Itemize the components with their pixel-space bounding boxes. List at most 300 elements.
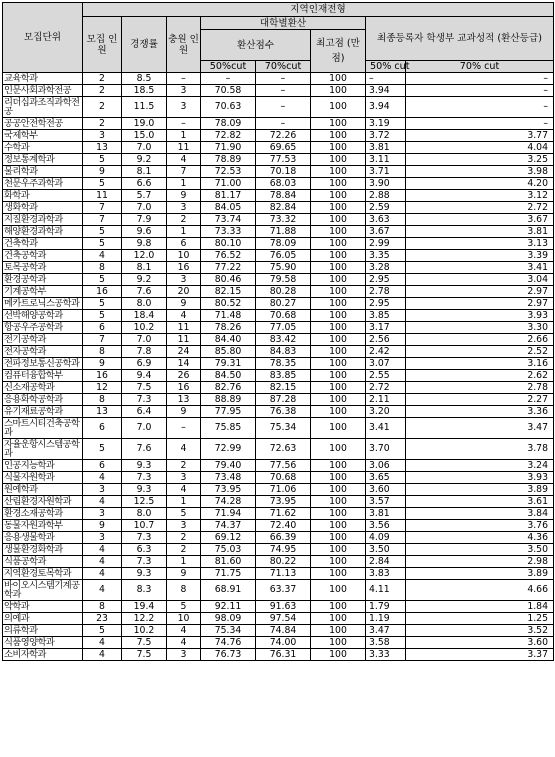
rate-cell: 8.0 (122, 298, 167, 310)
score-cut50-cell: 82.76 (201, 382, 256, 394)
rate-cell: 7.0 (122, 334, 167, 346)
score-cut70-cell: 72.63 (256, 439, 311, 460)
department-cell: 공공안전학전공 (3, 118, 83, 130)
department-cell: 항공우주공학과 (3, 322, 83, 334)
grade-cut70-cell: – (406, 73, 554, 85)
max-score-cell: 100 (311, 370, 366, 382)
added-cell: 3 (167, 649, 201, 661)
grade-cut70-cell: 3.25 (406, 154, 554, 166)
quota-cell: 3 (83, 130, 122, 142)
grade-cut50-cell: 2.88 (366, 190, 406, 202)
grade-cut70-cell: 3.84 (406, 508, 554, 520)
score-cut70-cell: 70.18 (256, 166, 311, 178)
grade-cut70-cell: 2.97 (406, 298, 554, 310)
grade-cut50-cell: 4.11 (366, 580, 406, 601)
table-row (3, 97, 554, 118)
grade-cut70-cell: 3.47 (406, 418, 554, 439)
department-cell: 동물자원과학부 (3, 520, 83, 532)
score-cut50-cell: 74.37 (201, 520, 256, 532)
department-cell: 전파정보통신공학과 (3, 358, 83, 370)
quota-cell: 7 (83, 334, 122, 346)
quota-cell: 8 (83, 262, 122, 274)
department-cell: 메카트로닉스공학과 (3, 298, 83, 310)
grade-cut50-cell: 3.70 (366, 439, 406, 460)
department-cell: 식품공학과 (3, 556, 83, 568)
added-cell: 9 (167, 568, 201, 580)
max-score-cell: 100 (311, 484, 366, 496)
score-cut50-cell: 72.99 (201, 439, 256, 460)
grade-cut50-cell: 3.35 (366, 250, 406, 262)
grade-cut50-cell: 3.33 (366, 649, 406, 661)
department-cell: 산림환경자원학과 (3, 496, 83, 508)
added-cell: 2 (167, 544, 201, 556)
score-cut70-cell: 77.56 (256, 460, 311, 472)
grade-cut50-cell: 3.65 (366, 472, 406, 484)
max-score-cell: 100 (311, 322, 366, 334)
quota-cell: 5 (83, 154, 122, 166)
grade-cut50-cell: 3.90 (366, 178, 406, 190)
table-row (3, 556, 554, 568)
score-cut70-cell: 87.28 (256, 394, 311, 406)
added-cell: 14 (167, 358, 201, 370)
grade-cut50-cell: 3.19 (366, 118, 406, 130)
grade-cut50-cell: 3.06 (366, 460, 406, 472)
max-score-cell: 100 (311, 334, 366, 346)
department-cell: 교육학과 (3, 73, 83, 85)
department-cell: 지질환경과학과 (3, 214, 83, 226)
added-cell: 11 (167, 334, 201, 346)
department-cell: 의예과 (3, 613, 83, 625)
max-score-cell: 100 (311, 97, 366, 118)
score-cut70-cell: 77.53 (256, 154, 311, 166)
score-cut50-cell: 84.50 (201, 370, 256, 382)
rate-cell: 10.7 (122, 520, 167, 532)
table-row (3, 130, 554, 142)
score-cut70-cell: 78.84 (256, 190, 311, 202)
max-score-cell: 100 (311, 625, 366, 637)
table-row (3, 508, 554, 520)
table-row (3, 358, 554, 370)
rate-cell: 7.0 (122, 202, 167, 214)
added-cell: 1 (167, 496, 201, 508)
rate-cell: 10.2 (122, 625, 167, 637)
header-grade-cut70: 70% cut (406, 61, 554, 73)
score-cut70-cell: 73.32 (256, 214, 311, 226)
department-cell: 리더십과조직과학전공 (3, 97, 83, 118)
score-cut50-cell: 81.60 (201, 556, 256, 568)
added-cell: 7 (167, 166, 201, 178)
rate-cell: 8.5 (122, 73, 167, 85)
added-cell: 24 (167, 346, 201, 358)
department-cell: 선박해양공학과 (3, 310, 83, 322)
table-row (3, 544, 554, 556)
score-cut50-cell: 74.76 (201, 637, 256, 649)
score-cut50-cell: 78.09 (201, 118, 256, 130)
added-cell: 1 (167, 556, 201, 568)
grade-cut50-cell: 3.28 (366, 262, 406, 274)
max-score-cell: 100 (311, 310, 366, 322)
department-cell: 환경공학과 (3, 274, 83, 286)
max-score-cell: 100 (311, 73, 366, 85)
grade-cut70-cell: – (406, 118, 554, 130)
score-cut70-cell: 69.65 (256, 142, 311, 154)
table-row (3, 472, 554, 484)
added-cell: 2 (167, 460, 201, 472)
score-cut70-cell: 72.40 (256, 520, 311, 532)
quota-cell: 2 (83, 85, 122, 97)
score-cut70-cell: 71.06 (256, 484, 311, 496)
table-row (3, 394, 554, 406)
rate-cell: 7.5 (122, 637, 167, 649)
rate-cell: 7.3 (122, 556, 167, 568)
grade-cut70-cell: 3.93 (406, 472, 554, 484)
max-score-cell: 100 (311, 544, 366, 556)
score-cut50-cell: 73.33 (201, 226, 256, 238)
quota-cell: 3 (83, 484, 122, 496)
table-row (3, 250, 554, 262)
score-cut70-cell: 84.83 (256, 346, 311, 358)
department-cell: 식물자원학과 (3, 472, 83, 484)
score-cut50-cell: 80.10 (201, 238, 256, 250)
score-cut50-cell: 77.95 (201, 406, 256, 418)
header-cut50: 50%cut (201, 61, 256, 73)
grade-cut70-cell: 3.30 (406, 322, 554, 334)
department-cell: 컴퓨터융합학부 (3, 370, 83, 382)
quota-cell: 4 (83, 580, 122, 601)
quota-cell: 3 (83, 508, 122, 520)
grade-cut70-cell: 1.25 (406, 613, 554, 625)
added-cell: 2 (167, 214, 201, 226)
added-cell: 4 (167, 154, 201, 166)
department-cell: 생물환경화학과 (3, 544, 83, 556)
table-row (3, 649, 554, 661)
score-cut70-cell: 74.95 (256, 544, 311, 556)
rate-cell: 11.5 (122, 97, 167, 118)
max-score-cell: 100 (311, 226, 366, 238)
rate-cell: 6.3 (122, 544, 167, 556)
grade-cut50-cell: 3.57 (366, 496, 406, 508)
grade-cut50-cell: 3.71 (366, 166, 406, 178)
score-cut70-cell: 79.58 (256, 274, 311, 286)
max-score-cell: 100 (311, 532, 366, 544)
max-score-cell: 100 (311, 460, 366, 472)
grade-cut50-cell: 2.56 (366, 334, 406, 346)
grade-cut70-cell: 3.41 (406, 262, 554, 274)
max-score-cell: 100 (311, 262, 366, 274)
grade-cut50-cell: 2.84 (366, 556, 406, 568)
score-cut50-cell: 82.15 (201, 286, 256, 298)
rate-cell: 7.3 (122, 472, 167, 484)
department-cell: 원예학과 (3, 484, 83, 496)
score-cut70-cell: 82.15 (256, 382, 311, 394)
max-score-cell: 100 (311, 637, 366, 649)
quota-cell: 12 (83, 382, 122, 394)
max-score-cell: 100 (311, 580, 366, 601)
rate-cell: 7.9 (122, 214, 167, 226)
score-cut50-cell: 71.00 (201, 178, 256, 190)
score-cut70-cell: 68.03 (256, 178, 311, 190)
table-row (3, 298, 554, 310)
quota-cell: 5 (83, 439, 122, 460)
grade-cut70-cell: 2.27 (406, 394, 554, 406)
grade-cut50-cell: 2.99 (366, 238, 406, 250)
added-cell: 11 (167, 142, 201, 154)
rate-cell: 19.0 (122, 118, 167, 130)
quota-cell: 9 (83, 520, 122, 532)
grade-cut70-cell: 3.67 (406, 214, 554, 226)
grade-cut70-cell: – (406, 97, 554, 118)
added-cell: 4 (167, 625, 201, 637)
department-cell: 바이오시스템기계공학과 (3, 580, 83, 601)
score-cut70-cell: 71.13 (256, 568, 311, 580)
grade-cut70-cell: 3.13 (406, 238, 554, 250)
table-row (3, 580, 554, 601)
rate-cell: 8.1 (122, 262, 167, 274)
table-row (3, 370, 554, 382)
rate-cell: 8.0 (122, 508, 167, 520)
score-cut70-cell: 78.35 (256, 358, 311, 370)
score-cut70-cell: 74.00 (256, 637, 311, 649)
max-score-cell: 100 (311, 238, 366, 250)
added-cell: 4 (167, 310, 201, 322)
score-cut70-cell: 71.62 (256, 508, 311, 520)
grade-cut50-cell: 3.17 (366, 322, 406, 334)
rate-cell: 9.8 (122, 238, 167, 250)
max-score-cell: 100 (311, 568, 366, 580)
table-row (3, 118, 554, 130)
max-score-cell: 100 (311, 439, 366, 460)
max-score-cell: 100 (311, 274, 366, 286)
max-score-cell: 100 (311, 406, 366, 418)
header-max-score: 최고점 (만점) (311, 30, 366, 73)
max-score-cell: 100 (311, 298, 366, 310)
quota-cell: 6 (83, 322, 122, 334)
max-score-cell: 100 (311, 601, 366, 613)
header-rate: 경쟁률 (122, 17, 167, 73)
department-cell: 해양환경과학과 (3, 226, 83, 238)
score-cut50-cell: 73.95 (201, 484, 256, 496)
max-score-cell: 100 (311, 613, 366, 625)
grade-cut50-cell: 3.85 (366, 310, 406, 322)
rate-cell: 18.5 (122, 85, 167, 97)
quota-cell: 5 (83, 625, 122, 637)
score-cut70-cell: 73.95 (256, 496, 311, 508)
department-cell: 응용화학공학과 (3, 394, 83, 406)
quota-cell: 7 (83, 202, 122, 214)
department-cell: 건축공학과 (3, 250, 83, 262)
grade-cut50-cell: 2.59 (366, 202, 406, 214)
table-row (3, 226, 554, 238)
quota-cell: 8 (83, 346, 122, 358)
rate-cell: 6.6 (122, 178, 167, 190)
grade-cut70-cell: 3.93 (406, 310, 554, 322)
score-cut70-cell: 91.63 (256, 601, 311, 613)
score-cut50-cell: 68.91 (201, 580, 256, 601)
rate-cell: 12.2 (122, 613, 167, 625)
header-grade-cut50: 50% cut (366, 61, 406, 73)
grade-cut50-cell: 3.47 (366, 625, 406, 637)
grade-cut70-cell: 3.60 (406, 637, 554, 649)
grade-cut70-cell: 3.77 (406, 130, 554, 142)
quota-cell: 23 (83, 613, 122, 625)
department-cell: 식품영양학과 (3, 637, 83, 649)
grade-cut70-cell: 3.89 (406, 568, 554, 580)
score-cut50-cell: 75.03 (201, 544, 256, 556)
grade-cut50-cell: 3.72 (366, 130, 406, 142)
grade-cut50-cell: 2.95 (366, 298, 406, 310)
grade-cut50-cell: 3.50 (366, 544, 406, 556)
score-cut50-cell: 73.74 (201, 214, 256, 226)
department-cell: 건축학과 (3, 238, 83, 250)
rate-cell: 7.6 (122, 439, 167, 460)
grade-cut70-cell: 2.72 (406, 202, 554, 214)
department-cell: 유기재료공학과 (3, 406, 83, 418)
table-row (3, 496, 554, 508)
quota-cell: 16 (83, 286, 122, 298)
department-cell: 생화학과 (3, 202, 83, 214)
grade-cut70-cell: 4.04 (406, 142, 554, 154)
rate-cell: 12.0 (122, 250, 167, 262)
table-row (3, 286, 554, 298)
score-cut70-cell: – (256, 97, 311, 118)
score-cut50-cell: 76.52 (201, 250, 256, 262)
rate-cell: 7.5 (122, 382, 167, 394)
score-cut50-cell: 74.28 (201, 496, 256, 508)
header-cut70: 70%cut (256, 61, 311, 73)
grade-cut70-cell: 3.89 (406, 484, 554, 496)
grade-cut70-cell: 3.98 (406, 166, 554, 178)
max-score-cell: 100 (311, 214, 366, 226)
score-cut70-cell: 70.68 (256, 472, 311, 484)
score-cut50-cell: 84.40 (201, 334, 256, 346)
score-cut70-cell: 82.84 (256, 202, 311, 214)
added-cell: 3 (167, 274, 201, 286)
added-cell: 1 (167, 226, 201, 238)
score-cut50-cell: 79.40 (201, 460, 256, 472)
score-cut70-cell: 97.54 (256, 613, 311, 625)
quota-cell: 4 (83, 556, 122, 568)
grade-cut70-cell: 3.50 (406, 544, 554, 556)
score-cut70-cell: – (256, 85, 311, 97)
grade-cut70-cell: 3.39 (406, 250, 554, 262)
max-score-cell: 100 (311, 142, 366, 154)
rate-cell: 18.4 (122, 310, 167, 322)
max-score-cell: 100 (311, 166, 366, 178)
department-cell: 인문사회과학전공 (3, 85, 83, 97)
added-cell: 4 (167, 637, 201, 649)
grade-cut50-cell: 3.07 (366, 358, 406, 370)
added-cell: 10 (167, 613, 201, 625)
grade-cut70-cell: 2.66 (406, 334, 554, 346)
rate-cell: 9.3 (122, 460, 167, 472)
score-cut50-cell: 71.90 (201, 142, 256, 154)
added-cell: 26 (167, 370, 201, 382)
added-cell: 2 (167, 532, 201, 544)
grade-cut70-cell: 3.61 (406, 496, 554, 508)
score-cut70-cell: 77.05 (256, 322, 311, 334)
header-conv: 대학별환산 (201, 17, 366, 30)
score-cut70-cell: 66.39 (256, 532, 311, 544)
table-row (3, 346, 554, 358)
max-score-cell: 100 (311, 382, 366, 394)
department-cell: 신소재공학과 (3, 382, 83, 394)
header-quota: 모집 인원 (83, 17, 122, 73)
max-score-cell: 100 (311, 130, 366, 142)
score-cut50-cell: 71.48 (201, 310, 256, 322)
table-row (3, 532, 554, 544)
quota-cell: 7 (83, 214, 122, 226)
quota-cell: 3 (83, 532, 122, 544)
table-row (3, 601, 554, 613)
grade-cut50-cell: 3.41 (366, 418, 406, 439)
max-score-cell: 100 (311, 649, 366, 661)
quota-cell: 13 (83, 406, 122, 418)
table-row (3, 154, 554, 166)
grade-cut50-cell: 3.94 (366, 85, 406, 97)
admission-table (2, 2, 554, 661)
table-row (3, 262, 554, 274)
rate-cell: 9.3 (122, 568, 167, 580)
rate-cell: 7.8 (122, 346, 167, 358)
table-row (3, 613, 554, 625)
quota-cell: 5 (83, 298, 122, 310)
max-score-cell: 100 (311, 202, 366, 214)
added-cell: 9 (167, 406, 201, 418)
rate-cell: 9.3 (122, 484, 167, 496)
score-cut70-cell: 70.68 (256, 310, 311, 322)
department-cell: 토목공학과 (3, 262, 83, 274)
department-cell: 정보통계학과 (3, 154, 83, 166)
grade-cut70-cell: 3.78 (406, 439, 554, 460)
department-cell: 전기공학과 (3, 334, 83, 346)
max-score-cell: 100 (311, 178, 366, 190)
department-cell: 인공지능학과 (3, 460, 83, 472)
rate-cell: 10.2 (122, 322, 167, 334)
rate-cell: 6.9 (122, 358, 167, 370)
score-cut50-cell: 78.89 (201, 154, 256, 166)
quota-cell: 6 (83, 460, 122, 472)
grade-cut50-cell: 3.94 (366, 97, 406, 118)
department-cell: 응용생물학과 (3, 532, 83, 544)
table-body (3, 73, 554, 661)
grade-cut70-cell: 3.52 (406, 625, 554, 637)
grade-cut50-cell: 3.63 (366, 214, 406, 226)
department-cell: 스마트시티건축공학과 (3, 418, 83, 439)
rate-cell: 6.4 (122, 406, 167, 418)
score-cut70-cell: – (256, 73, 311, 85)
max-score-cell: 100 (311, 496, 366, 508)
added-cell: 3 (167, 97, 201, 118)
score-cut50-cell: – (201, 73, 256, 85)
max-score-cell: 100 (311, 556, 366, 568)
grade-cut50-cell: 2.72 (366, 382, 406, 394)
quota-cell: 2 (83, 97, 122, 118)
grade-cut50-cell: 3.81 (366, 508, 406, 520)
added-cell: 5 (167, 601, 201, 613)
table-row (3, 214, 554, 226)
grade-cut70-cell: 4.20 (406, 178, 554, 190)
quota-cell: 4 (83, 544, 122, 556)
score-cut70-cell: 83.42 (256, 334, 311, 346)
score-cut70-cell: 76.38 (256, 406, 311, 418)
grade-cut70-cell: 3.04 (406, 274, 554, 286)
department-cell: 천문우주과학과 (3, 178, 83, 190)
quota-cell: 5 (83, 310, 122, 322)
added-cell: 1 (167, 130, 201, 142)
score-cut50-cell: 92.11 (201, 601, 256, 613)
rate-cell: 15.0 (122, 130, 167, 142)
score-cut50-cell: 69.12 (201, 532, 256, 544)
